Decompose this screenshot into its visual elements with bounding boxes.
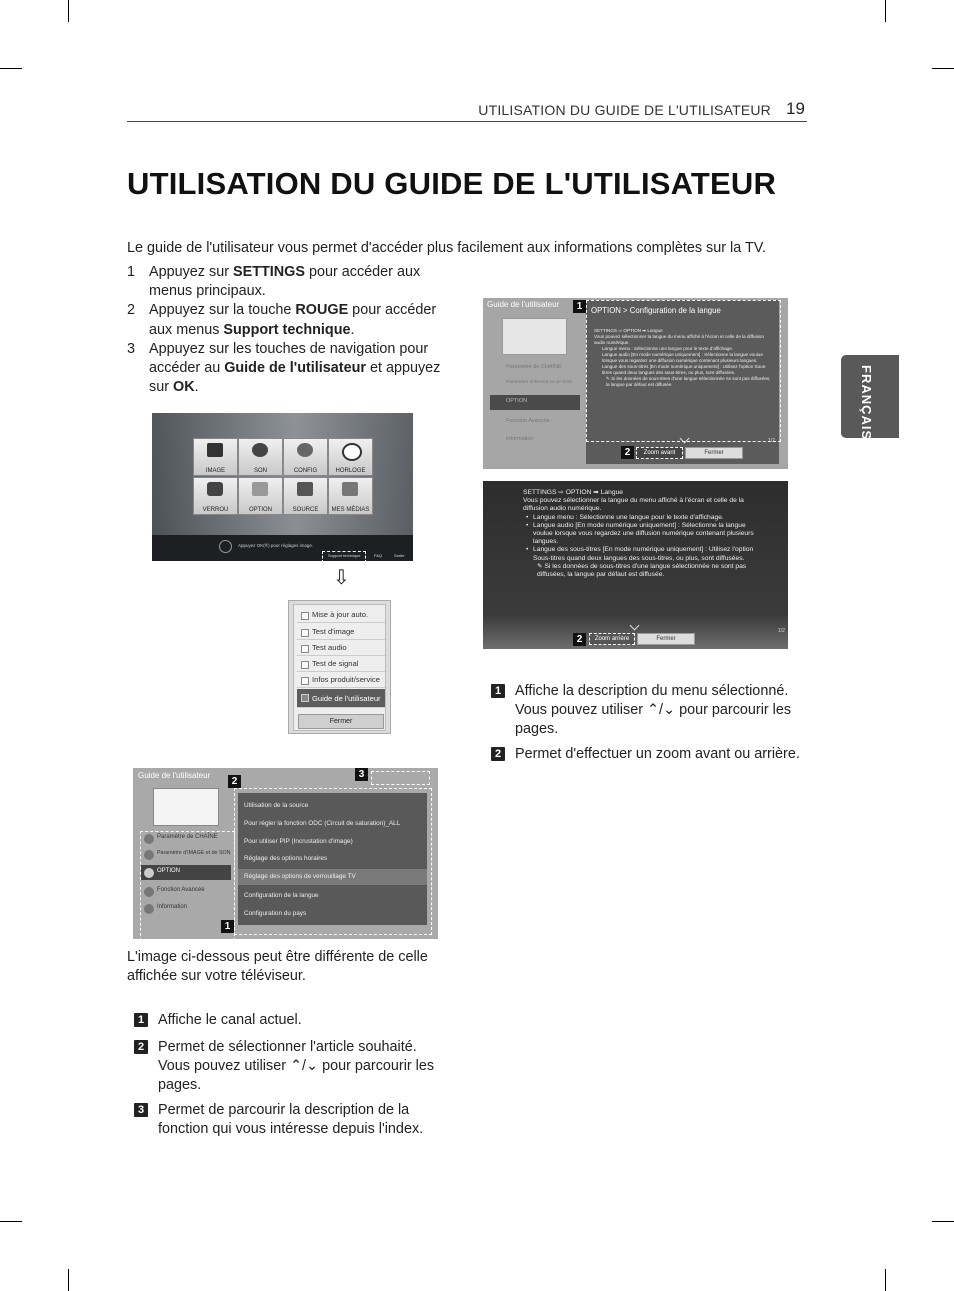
support-item-label: Test de signal [312,659,359,668]
chevron-down-icon[interactable] [630,621,640,631]
note-1 [137,1011,448,1030]
step-item [127,301,457,339]
page-title: UTILISATION DU GUIDE DE L'UTILISATEUR [127,166,777,201]
ok-icon [219,540,232,553]
channel-thumbnail [153,788,219,826]
description-line: Langue audio [En mode numérique uniquement] : Sélectionne la langue voulue lorsque vous regardez une diffusion numérique contenant plusieurs langues. [602,352,763,363]
description-note: ✎ Si les données de sous-titres d'une langue sélectionnée ne sont pas diffusées, la langue par défaut est diffusée. [537,562,747,579]
step-item [127,340,457,398]
guide-left-item[interactable]: OPTION [157,868,181,874]
topic-item[interactable]: Pour régler la fonction ODC (Circuit de saturation)_ALL [244,820,401,827]
tile-verrou[interactable] [193,477,238,515]
crop-mark [0,68,22,69]
step-bold: Guide de l'utilisateur [224,360,366,377]
step-text: pour accéder aux menus [149,302,437,338]
briefcase-icon [252,482,268,496]
page-indicator: 1/2 [778,628,785,634]
intro-text: Le guide de l'utilisateur vous permet d'accéder plus facilement aux informations complètes sur la TV. [127,240,767,256]
guide-title: Guide de l'utilisateur [487,300,560,309]
step-text: pour accéder aux menus principaux. [149,264,421,300]
crop-mark [68,1269,69,1291]
speaker-icon [252,443,268,457]
step-text: Appuyez sur [149,264,233,280]
support-item-selected[interactable] [297,689,385,708]
support-item[interactable] [297,624,385,640]
tile-label: VERROU [202,507,229,513]
zoom-in-button[interactable]: Zoom avant [636,447,683,459]
checkbox-icon [301,629,309,637]
tile-option[interactable] [238,477,283,515]
language-tab [841,355,899,441]
caption-left: L'image ci-dessous peut être différente de celle affichée sur votre téléviseur. [127,949,428,985]
step-bold: SETTINGS [233,264,305,280]
step-text: et appuyez sur [149,360,441,396]
description-body [594,328,774,388]
topic-item[interactable]: Réglage des options de verrouillage TV [244,873,356,880]
zoom-screenshot [483,481,788,649]
zoomed-description [523,489,763,579]
step-number: 2 [127,302,136,319]
guide-left-item[interactable]: Information [157,904,188,910]
step-bold: OK [173,379,195,396]
channel-thumbnail [502,318,567,355]
description-line: Langue menu : Sélectionne une langue pour le texte d'affichage. [602,346,734,351]
topic-item[interactable]: Pour utiliser PIP (Incrustation d'image) [244,838,353,845]
support-item-label: Guide de l'utilisateur [312,694,381,703]
tile-label: CONFIG [293,468,318,474]
note-number: 2 [491,747,505,761]
support-menu-panel [293,604,386,731]
book-icon [301,694,309,702]
left-selection [490,395,580,410]
close-button[interactable]: Fermer [298,714,384,729]
cable-icon [297,482,313,496]
support-menu-screenshot [288,600,391,734]
guide-left-item[interactable]: Paramètre de CHAÎNE [506,364,562,370]
support-item-label: Test d'image [312,627,355,636]
close-button[interactable]: Fermer [637,633,695,645]
callout-2: 2 [228,775,241,788]
step-text: Appuyez sur les touches de navigation pour accéder au [149,340,429,377]
note-text: Permet d'effectuer un zoom avant ou arrière. [515,746,800,762]
satellite-icon [297,443,313,457]
callout-2: 2 [573,633,586,646]
tile-mes-medias[interactable] [328,477,373,515]
crop-mark [885,1269,886,1291]
note-3 [137,1101,448,1139]
steps-list [127,263,457,397]
footer-exit[interactable]: Sortie [394,553,405,558]
step-item [127,263,457,301]
guide-left-item[interactable]: Paramètre d'IMAGE et de SON [157,850,231,856]
note-right-1 [494,682,805,740]
home-hint: Appuyez OK(®) pour réglages image. [238,543,314,548]
step-text: . [350,321,355,338]
footer-faq[interactable]: FAQ [374,553,383,558]
guide-title: Guide de l'utilisateur [138,771,211,780]
step-number: 3 [127,340,136,357]
note-text: Permet de sélectionner l'article souhaité. Vous pouvez utiliser ⌃/⌄ pour parcourir les pages. [158,1039,435,1094]
header-rule [127,121,807,122]
callout-3: 3 [355,768,368,781]
step-bold: ROUGE [295,302,349,319]
toolbar-icons[interactable] [371,771,430,785]
menu-path: SETTINGS ⇨ OPTION ➡ Langue [594,328,663,333]
note-number: 2 [134,1040,148,1054]
running-header: UTILISATION DU GUIDE DE L'UTILISATEUR [478,102,771,118]
lock-icon [207,482,223,496]
topic-item[interactable]: Configuration du pays [244,910,307,917]
callout-1: 1 [221,920,234,933]
tile-son[interactable] [238,438,283,476]
tile-horloge[interactable] [328,438,373,476]
callout-1: 1 [573,300,586,313]
note-number: 3 [134,1103,148,1117]
topics-highlight [234,788,432,935]
crop-mark [885,0,886,22]
guide-left-item[interactable]: Information [506,436,534,442]
note-text: Affiche le canal actuel. [158,1012,302,1028]
description-line: Vous pouvez sélectionner la langue du menu affiché à l'écran et celle de la diffusion audio numérique. [594,334,765,345]
tile-label: MES MÉDIAS [331,507,370,513]
support-item-label: Mise à jour auto. [312,610,369,619]
topic-item[interactable]: Réglage des options horaires [244,855,328,862]
page-number: 19 [786,99,805,118]
clock-icon [342,443,362,461]
description-bullet: • Langue audio [En mode numérique uniquement] : Sélectionne la langue voulue lorsque vous regardez une diffusion numérique contenant plusieurs langues. [523,522,763,547]
topic-item[interactable]: Utilisation de la source [244,802,309,809]
description-line: ✎ Si les données de sous-titres d'une langue sélectionnée ne sont pas diffusées, la langue par défaut est diffusée. [606,376,771,387]
media-icon [342,482,358,496]
description-line: Vous pouvez sélectionner la langue du menu affiché à l'écran et celle de la diffusion audio numérique. [523,497,744,513]
support-item[interactable] [297,640,385,656]
tile-image[interactable] [193,438,238,476]
guide-left-item[interactable]: Fonction Avancée [506,418,550,424]
crop-mark [932,68,954,69]
checkbox-icon [301,677,309,685]
crop-mark [68,0,69,22]
description-bullet: • Langue des sous-titres [En mode numérique uniquement] : Utilisez l'option Sous-titres quand deux langues des sous-titres, ou plus, sont diffusées. [523,546,763,562]
tile-label: SON [253,468,267,474]
support-item[interactable] [297,607,385,623]
tile-label: HORLOGE [335,468,366,474]
support-item-label: Infos produit/service [312,675,380,684]
option-language-screenshot [483,298,788,469]
tile-label: SOURCE [292,507,319,513]
guide-left-item[interactable]: Paramètre de CHAÎNE [157,834,218,840]
home-menu-screenshot [152,413,413,561]
crop-mark [0,1221,22,1222]
zoom-out-button[interactable]: Zoom arrière [589,633,635,645]
step-text: Appuyez sur la touche [149,302,296,319]
note-right-2 [494,745,805,764]
description-line: Langue des sous-titres [En mode numérique uniquement] : Utilisez l'option Sous-titres quand deux langues des sous-titres, ou plus, sont diffusées. [602,364,767,375]
note-text: Affiche la description du menu sélectionné. Vous pouvez utiliser ⌃/⌄ pour parcourir les pages. [515,683,792,738]
step-text: . [194,379,199,396]
checkbox-icon [301,661,309,669]
page-indicator: 1/2 [768,438,775,444]
callout-2: 2 [621,446,634,459]
note-text: Permet de parcourir la description de la fonction qui vous intéresse depuis l'index. [158,1102,424,1138]
guide-left-item[interactable]: OPTION [506,398,528,404]
note-2 [137,1038,448,1096]
checkbox-icon [301,612,309,620]
note-number: 1 [134,1013,148,1027]
language-tab-label: FRANÇAIS [859,365,874,441]
guide-left-item[interactable]: Fonction Avancée [157,887,205,893]
checkbox-icon [301,645,309,653]
panel-title: OPTION > Configuration de la langue [591,306,721,315]
topic-item[interactable]: Configuration de la langue [244,892,319,899]
close-button[interactable]: Fermer [685,447,743,459]
guide-left-item[interactable]: Paramètre d'IMAGE et de SON [506,380,573,385]
support-item[interactable] [297,656,385,672]
note-number: 1 [491,684,505,698]
menu-path: SETTINGS ⇨ OPTION ➡ Langue [523,489,624,496]
tile-label: OPTION [248,507,272,513]
step-number: 1 [127,264,136,280]
support-item[interactable] [297,672,385,688]
crop-mark [932,1221,954,1222]
support-item-label: Test audio [312,643,347,652]
description-bullet: • Langue menu : Sélectionne une langue pour le texte d'affichage. [523,514,763,522]
tile-source[interactable] [283,477,328,515]
arrow-down-icon: ⇩ [333,567,350,589]
tile-config[interactable] [283,438,328,476]
tv-icon [207,443,223,457]
footer-support[interactable]: Support technique [328,553,361,558]
tile-label: IMAGE [205,468,226,474]
step-bold: Support technique [223,321,351,338]
guide-index-screenshot [133,768,438,939]
